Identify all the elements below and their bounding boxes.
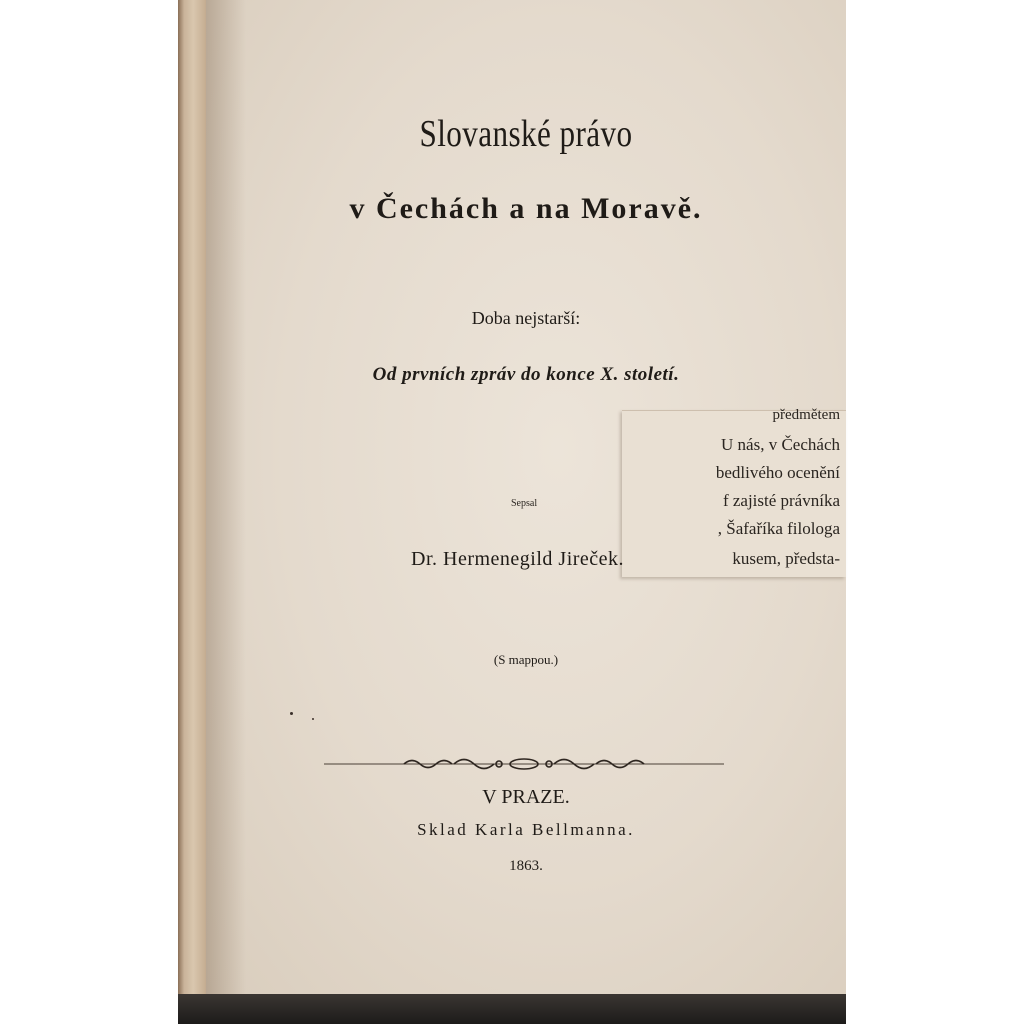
- era-heading: Doba nejstarší:: [471, 308, 581, 328]
- authored-by-label: Sepsal: [511, 498, 538, 509]
- period-heading: Od prvních zpráv do konce X. století.: [372, 364, 680, 385]
- slip-line-5: , Šafaříka filologa: [717, 519, 840, 538]
- book-subtitle: v Čechách a na Moravě.: [349, 192, 703, 225]
- slip-line-3: bedlivého ocenění: [715, 463, 840, 482]
- publisher-name: Sklad Karla Bellmanna.: [417, 820, 635, 839]
- book-title: Slovanské právo: [419, 113, 633, 155]
- publication-city: V PRAZE.: [482, 786, 570, 808]
- slip-line-6: kusem, předsta-: [732, 549, 840, 568]
- slip-line-4: f zajisté právníka: [722, 491, 840, 510]
- ink-speck: [312, 718, 314, 720]
- slip-line-2: U nás, v Čechách: [721, 435, 840, 454]
- author-name: Dr. Hermenegild Jireček.: [411, 548, 625, 570]
- book-bottom-edge: [178, 994, 846, 1024]
- pasted-text-slip: [622, 407, 846, 577]
- decorative-rule-ornament: [324, 752, 724, 776]
- map-note: (S mappou.): [493, 652, 559, 667]
- publication-year: 1863.: [509, 858, 543, 874]
- slip-line-1: předmětem: [772, 407, 840, 423]
- page-gutter-shadow: [206, 0, 246, 998]
- ink-speck: [290, 712, 293, 715]
